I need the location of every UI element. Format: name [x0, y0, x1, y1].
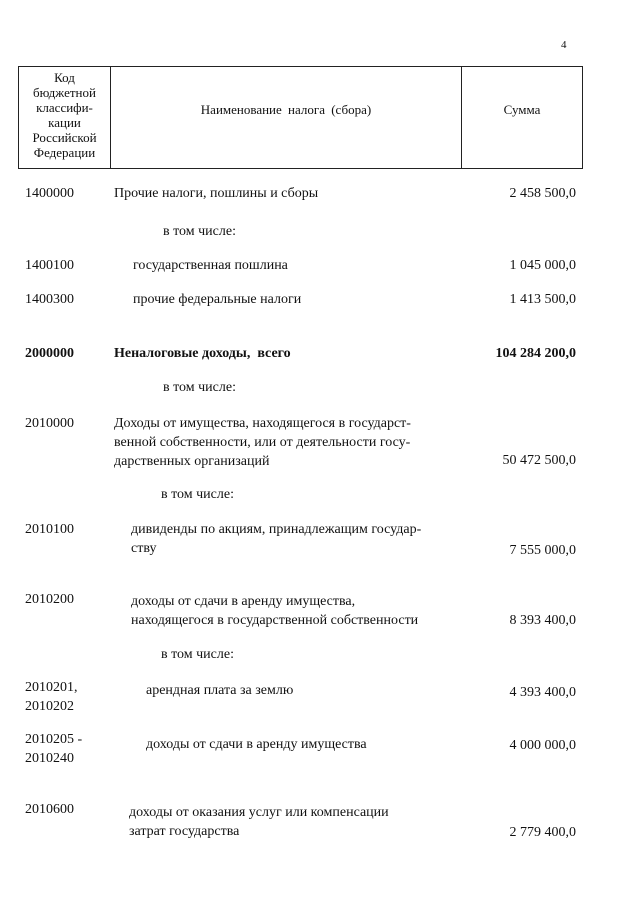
row-name-line: венной собственности, или от деятельности госу- — [114, 435, 411, 450]
row-amount: 4 393 400,0 — [509, 685, 576, 700]
row-name-line: доходы от сдачи в аренду имущества, — [131, 594, 356, 609]
subtitle-in-that-number: в том числе: — [161, 647, 234, 662]
row-amount: 4 000 000,0 — [509, 738, 576, 753]
subtitle-in-that-number: в том числе: — [163, 380, 236, 395]
page-number: 4 — [561, 39, 567, 51]
row-amount: 8 393 400,0 — [509, 613, 576, 628]
row-name: Прочие налоги, пошлины и сборы — [114, 186, 319, 201]
header-amount: Сумма — [503, 102, 541, 117]
row-amount: 50 472 500,0 — [502, 453, 576, 468]
row-amount: 2 458 500,0 — [509, 186, 576, 201]
row-name: государственная пошлина — [133, 258, 288, 273]
row-code-line: 2010205 - — [25, 732, 83, 747]
header-code-line: кации — [48, 115, 81, 130]
row-name-line: затрат государства — [129, 824, 240, 839]
subtitle-in-that-number: в том числе: — [163, 224, 236, 239]
header-right-border — [582, 66, 583, 169]
row-code: 2010600 — [25, 802, 74, 817]
row-name-line: находящегося в государственной собственности — [131, 613, 419, 628]
row-code: 1400000 — [25, 186, 74, 201]
row-name — [129, 803, 389, 841]
row-name: прочие федеральные налоги — [133, 292, 302, 307]
header-divider-1 — [110, 66, 111, 169]
row-name: арендная плата за землю — [146, 683, 294, 698]
header-code — [19, 70, 110, 160]
subtitle-in-that-number: в том числе: — [161, 487, 234, 502]
row-amount: 2 779 400,0 — [509, 825, 576, 840]
row-code: 2000000 — [25, 346, 74, 361]
row-code-line: 2010240 — [25, 751, 74, 766]
row-name-line: ству — [131, 541, 157, 556]
row-name-line: дивиденды по акциям, принадлежащим государ- — [131, 522, 422, 537]
row-code-line: 2010201, — [25, 680, 78, 695]
row-amount: 1 045 000,0 — [509, 258, 576, 273]
row-code — [25, 730, 110, 768]
header-name: Наименование налога (сбора) — [200, 102, 372, 117]
row-name — [114, 414, 411, 471]
row-amount: 7 555 000,0 — [509, 543, 576, 558]
row-code: 2010000 — [25, 416, 74, 431]
row-name-line: Доходы от имущества, находящегося в государст- — [114, 416, 411, 431]
row-code-line: 2010202 — [25, 699, 74, 714]
row-code: 1400300 — [25, 292, 74, 307]
row-name — [131, 520, 421, 558]
row-name — [131, 592, 418, 630]
row-amount: 1 413 500,0 — [509, 292, 576, 307]
row-code: 1400100 — [25, 258, 74, 273]
row-amount: 104 284 200,0 — [495, 346, 576, 361]
header-divider-2 — [461, 66, 462, 169]
header-code-line: Федерации — [33, 145, 96, 160]
header-code-line: Код — [54, 70, 75, 85]
header-code-line: бюджетной — [33, 85, 96, 100]
header-top-border — [18, 66, 583, 67]
row-name: Неналоговые доходы, всего — [114, 346, 291, 361]
header-bottom-border — [18, 168, 583, 169]
row-name: доходы от сдачи в аренду имущества — [146, 737, 367, 752]
header-code-line: классифи- — [36, 100, 93, 115]
row-code: 2010200 — [25, 592, 74, 607]
header-code-line: Российской — [32, 130, 97, 145]
row-name-line: дарственных организаций — [114, 454, 270, 469]
row-code: 2010100 — [25, 522, 74, 537]
row-name-line: доходы от оказания услуг или компенсации — [129, 805, 389, 820]
row-code — [25, 678, 110, 716]
